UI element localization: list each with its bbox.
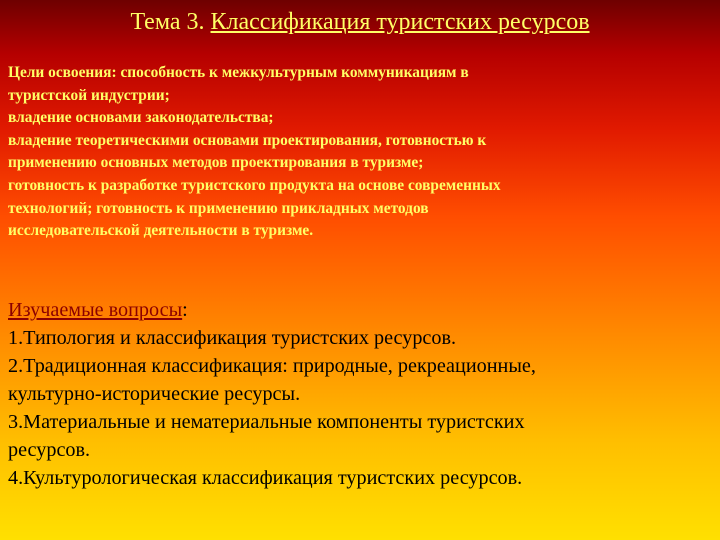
question-line: ресурсов. bbox=[8, 439, 91, 461]
questions-heading: Изучаемые вопросы bbox=[8, 299, 183, 321]
question-line: 1.Типология и классификация туристских ресурсов. bbox=[8, 327, 457, 349]
learning-goals bbox=[8, 62, 708, 243]
questions-heading-row bbox=[8, 296, 710, 324]
goals-line: технологий; готовность к применению прикладных методов bbox=[8, 199, 429, 217]
goals-line: исследовательской деятельности в туризме. bbox=[8, 222, 314, 240]
question-line: 4.Культурологическая классификация туристских ресурсов. bbox=[8, 467, 523, 489]
goals-line: владение основами законодательства; bbox=[8, 109, 274, 127]
title-main: Классификация туристских ресурсов bbox=[210, 9, 590, 35]
goals-line: применению основных методов проектирования в туризме; bbox=[8, 154, 424, 172]
goals-line: владение теоретическими основами проектирования, готовностью к bbox=[8, 131, 487, 149]
questions-heading-colon: : bbox=[182, 299, 188, 321]
question-line: 2.Традиционная классификация: природные, рекреационные, bbox=[8, 355, 536, 377]
slide-title bbox=[0, 7, 720, 37]
study-questions bbox=[8, 296, 710, 492]
question-line: культурно-исторические ресурсы. bbox=[8, 383, 301, 405]
question-line: 3.Материальные и нематериальные компоненты туристских bbox=[8, 411, 525, 433]
goals-line: туристской индустрии; bbox=[8, 86, 170, 104]
title-prefix: Тема 3. bbox=[130, 9, 211, 35]
goals-line: Цели освоения: способность к межкультурным коммуникациям в bbox=[8, 64, 469, 81]
goals-line: готовность к разработке туристского продукта на основе современных bbox=[8, 176, 501, 194]
